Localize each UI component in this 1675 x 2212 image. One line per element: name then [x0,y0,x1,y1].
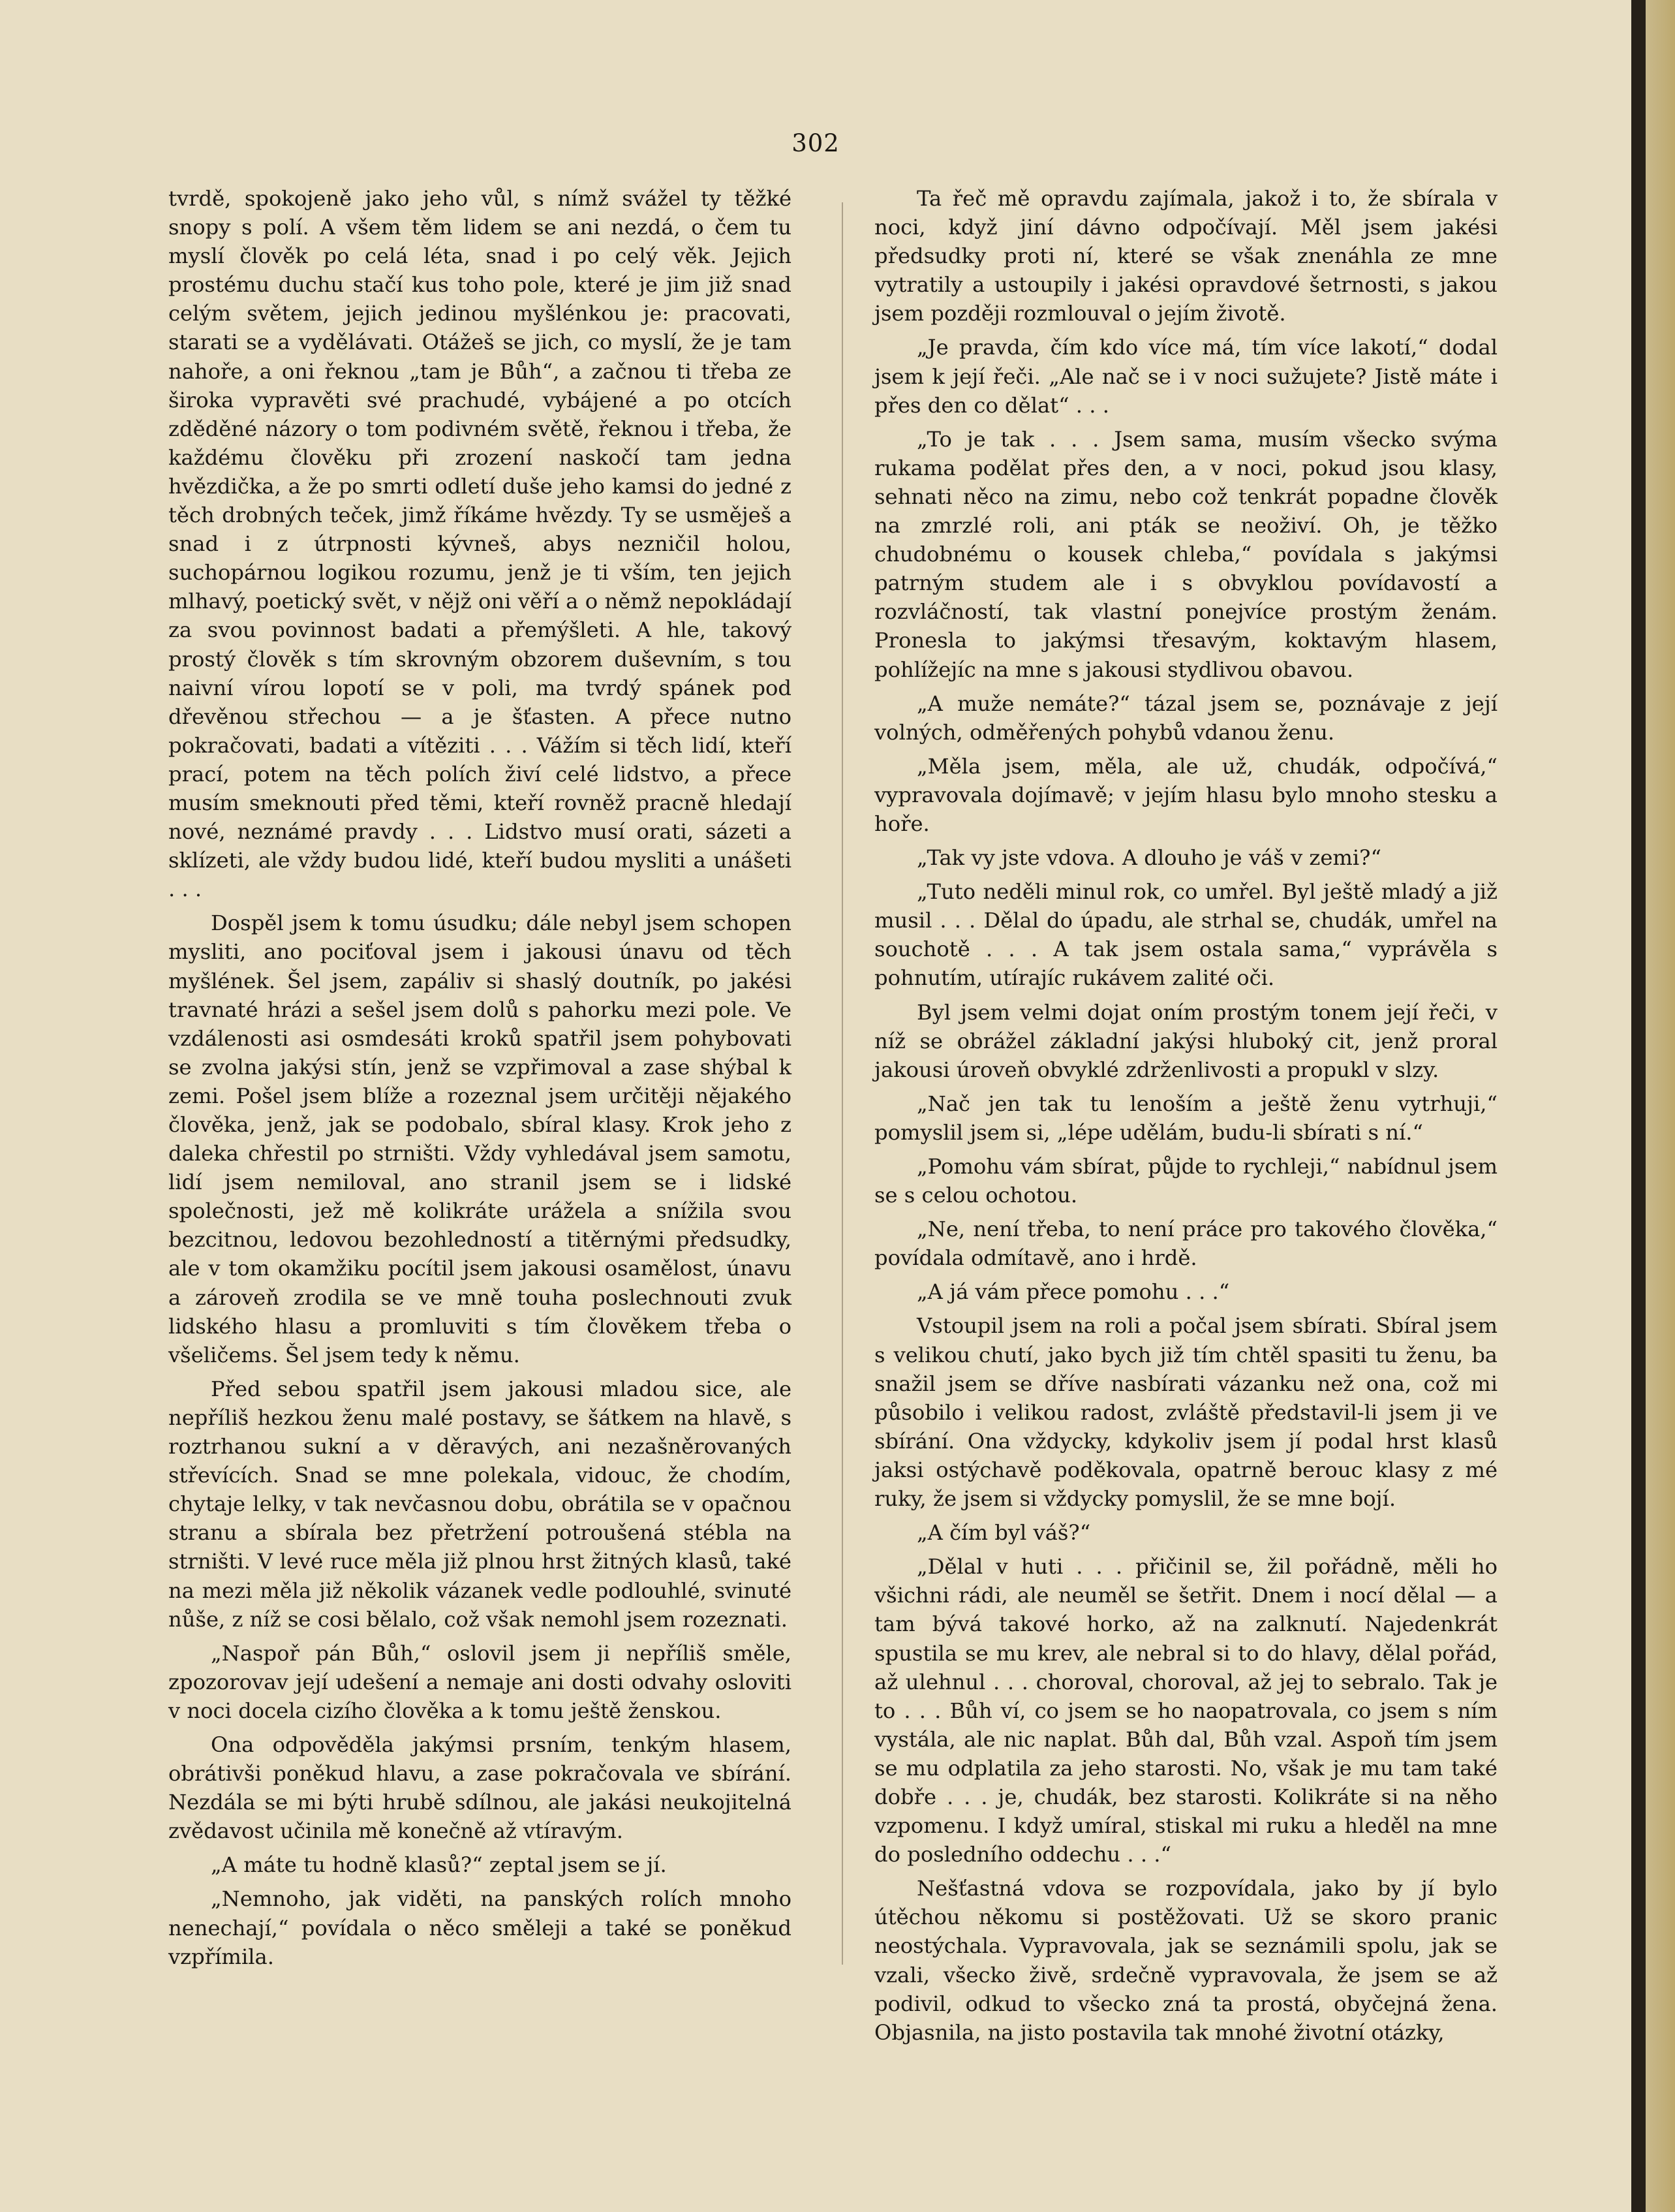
paragraph: „A čím byl váš?“ [917,1520,1091,1546]
book-gutter-shadow [1631,0,1646,2212]
paragraph: „To je tak . . . Jsem sama, musím všecko svýma rukama podělat přes den, a v noci, pokud jsou klasy, sehnati něco na zimu, nebo což tenkrát popadne člověk na zmrzlé roli, ani pták se neoživí. Oh, je těžko chudobnému o kousek chleba,“ povídala s jakýmsi patrným studem ale i s obvyklou povídavostí a rozvláčností, tak vlastní ponejvíce prostým ženám. Pronesla to jakýmsi třesavým, koktavým hlasem, pohlížejíc na mne s jakousi stydlivou obavou. [874,426,1498,682]
paragraph: „A já vám přece pomohu . . .“ [917,1279,1230,1305]
paragraph: „Ne, není třeba, to není práce pro takového člověka,“ povídala odmítavě, ano i hrdě. [874,1217,1498,1271]
paragraph: „A muže nemáte?“ tázal jsem se, poznávaje z její volných, odměřených pohybů vdanou ženu. [874,691,1498,745]
paragraph: Ona odpověděla jakýmsi prsním, tenkým hlasem, obrátivši poněkud hlavu, a zase pokračovala ve sbírání. Nezdála se mi býti hrubě sdílnou, ale jakási neukojitelná zvědavost učinila mě konečně až vtíravým. [168,1732,791,1844]
paragraph: „Pomohu vám sbírat, půjde to rychleji,“ nabídnul jsem se s celou ochotou. [874,1154,1498,1208]
book-edge [1646,0,1675,2212]
paragraph: Dospěl jsem k tomu úsudku; dále nebyl jsem schopen mysliti, ano pociťoval jsem i jakousi únavu od těch myšlének. Šel jsem, zapáliv si shaslý doutník, po jakési travnaté hrázi a sešel jsem dolů s pahorku mezi pole. Ve vzdálenosti asi osmdesáti kroků spatřil jsem pohybovati se zvolna jakýsi stín, jenž se vzpřimoval a zase shýbal k zemi. Pošel jsem blíže a rozeznal jsem určitěji nějakého člověka, jenž, jak se podobalo, sbíral klasy. Krok jeho z daleka chřestil po strništi. Vždy vyhledával jsem samotu, lidí jsem nemiloval, ano stranil jsem se i lidské společnosti, jež mě kolikráte urážela a snížila svou bezcitnou, ledovou bezohledností a titěrnými předsudky, ale v tom okamžiku pocítil jsem jakousi osamělost, únavu a zároveň zrodila se ve mně touha poslechnouti zvuk lidského hlasu a promluviti s tím člověkem třeba o všeličems. Šel jsem tedy k němu. [168,911,791,1367]
right-column [874,184,1498,2052]
left-column [168,184,791,1976]
paragraph: „Tak vy jste vdova. A dlouho je váš v zemi?“ [917,845,1381,871]
page-number: 302 [791,129,840,157]
paragraph: „A máte tu hodně klasů?“ zeptal jsem se jí. [211,1852,667,1878]
column-divider [842,202,843,1965]
paragraph: Byl jsem velmi dojat oním prostým tonem její řeči, v níž se obrážel základní jakýsi hluboký cit, jenž proral jakousi úroveň obvyklé zdrženlivosti a propukl v slzy. [874,999,1498,1082]
paragraph: „Naspoř pán Bůh,“ oslovil jsem ji nepříliš směle, zpozorovav její udešení a nemaje ani dosti odvahy osloviti v noci docela cizího člověka a k tomu ještě ženskou. [168,1640,791,1723]
paragraph: „Je pravda, čím kdo více má, tím více lakotí,“ dodal jsem k její řeči. „Ale nač se i v noci sužujete? Jistě máte i přes den co dělat“ . . . [874,335,1498,418]
paragraph: Ta řeč mě opravdu zajímala, jakož i to, že sbírala v noci, když jiní dávno odpočívají. Měl jsem jakési předsudky proti ní, které se však znenáhla ze mne vytratily a ustoupily i jakési opravdové šetrnosti, s jakou jsem později rozmlouval o jejím životě. [874,186,1498,326]
paragraph: Nešťastná vdova se rozpovídala, jako by jí bylo útěchou někomu si postěžovati. Už se skoro pranic neostýchala. Vypravovala, jak se seznámili spolu, jak se vzali, všecko živě, srdečně vypravovala, že jsem se až podivil, odkud to všecko zná ta prostá, obyčejná žena. Objasnila, na jisto postavila tak mnohé životní otázky, [874,1876,1498,2045]
paragraph: „Nemnoho, jak viděti, na panských rolích mnoho nenechají,“ povídala o něco směleji a také se poněkud vzpřímila. [168,1886,791,1969]
paragraph: „Nač jen tak tu lenoším a ještě ženu vytrhuji,“ pomyslil jsem si, „lépe udělám, budu-li sbírati s ní.“ [874,1091,1498,1145]
paragraph: „Měla jsem, měla, ale už, chudák, odpočívá,“ vypravovala dojímavě; v jejím hlasu bylo mnoho stesku a hoře. [874,753,1498,836]
paragraph: „Tuto neděli minul rok, co umřel. Byl ještě mladý a již musil . . . Dělal do úpadu, ale strhal se, chudák, umřel na souchotě . . . A tak jsem ostala sama,“ vyprávěla s pohnutím, utírajíc rukávem zalité oči. [874,879,1498,991]
paragraph: Vstoupil jsem na roli a počal jsem sbírati. Sbíral jsem s velikou chutí, jako bych již tím chtěl spasiti tu ženu, ba snažil jsem se dříve nasbírati vázanku než ona, což mi působilo i velikou radost, zvláště představil-li jsem ji ve sbírání. Ona vždycky, kdykoliv jsem jí podal hrst klasů jaksi ostýchavě poděkovala, opatrně berouc klasy z mé ruky, že jsem si vždycky pomyslil, že se mne bojí. [874,1313,1498,1512]
paragraph: Před sebou spatřil jsem jakousi mladou sice, ale nepříliš hezkou ženu malé postavy, se šátkem na hlavě, s roztrhanou sukní a v děravých, ani nezašněrovaných střevících. Snad se mne polekala, vidouc, že chodím, chytaje lelky, v tak nevčasnou dobu, obrátila se v opačnou stranu a sbírala bez přetržení potroušená stébla na strništi. V levé ruce měla již plnou hrst žitných klasů, také na mezi měla již několik vázanek vedle podlouhlé, svinuté nůše, z níž se cosi bělalo, což však nemohl jsem rozeznati. [168,1376,791,1632]
paragraph: tvrdě, spokojeně jako jeho vůl, s nímž svážel ty těžké snopy s polí. A všem těm lidem se ani nezdá, o čem tu myslí člověk po celá léta, snad i po celý věk. Jejich prostému duchu stačí kus toho pole, které je jim již snad celým světem, jejich jedinou myšlénkou je: pracovati, starati se a vydělávati. Otážeš se jich, co myslí, že je tam nahoře, a oni řeknou „tam je Bůh“, a začnou ti třeba ze široka vypravěti své prachudé, vybájené a po otcích zděděné názory o tom podivném světě, řeknou i třeba, že každému člověku při zrození naskočí tam jedna hvězdička, a že po smrti odletí duše jeho kamsi do jedné z těch drobných teček, jimž říkáme hvězdy. Ty se usměješ a snad i z útrpnosti kývneš, abys nezničil holou, suchopárnou logikou rozumu, jenž je ti vším, ten jejich mlhavý, poetický svět, v nějž oni věří a o němž nepokládají za svou povinnost badati a přemýšleti. A hle, takový prostý člověk s tím skrovným obzorem duševním, s tou naivní vírou lopotí se v poli, ma tvrdý spánek pod dřevěnou střechou — a je šťasten. A přece nutno pokračovati, badati a vítěziti . . . Vážím si těch lidí, kteří prací, potem na těch polích živí celé lidstvo, a přece musím smeknouti před těmi, kteří rovněž pracně hledají nové, neznámé pravdy . . . Lidstvo musí orati, sázeti a sklízeti, ale vždy budou lidé, kteří budou mysliti a unášeti . . . [168,186,791,902]
paragraph: „Dělal v huti . . . přičinil se, žil pořádně, měli ho všichni rádi, ale neuměl se šetřit. Dnem i nocí dělal — a tam bývá takové horko, až na zalknutí. Najedenkrát spustila se mu krev, ale nebral si to do hlavy, dělal pořád, až ulehnul . . . choroval, choroval, až jej to sebralo. Tak je to . . . Bůh ví, co jsem se ho naopatrovala, co jsem s ním vystála, ale nic naplat. Bůh dal, Bůh vzal. Aspoň tím jsem se mu odplatila za jeho starosti. No, však je mu tam také dobře . . . je, chudák, bez starosti. Kolikráte si na něho vzpomenu. I když umíral, stiskal mi ruku a hleděl na mne do posledního oddechu . . .“ [874,1554,1498,1867]
